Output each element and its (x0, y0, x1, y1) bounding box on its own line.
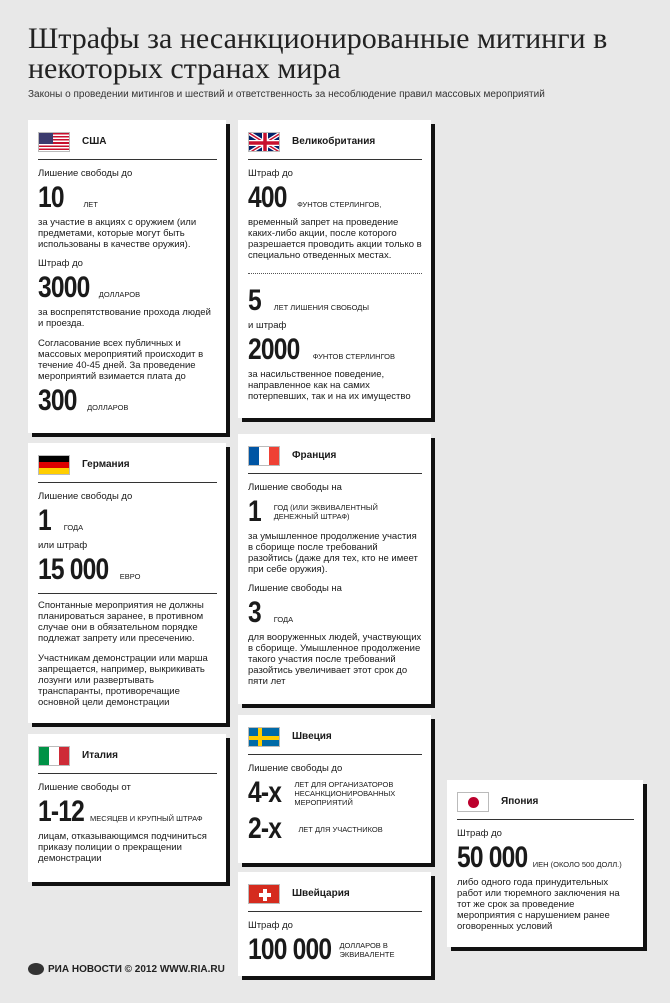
description: за воспрепятствование прохода людей и проезда. (38, 307, 211, 329)
italy-flag-icon (38, 746, 70, 766)
description: за участие в акциях с оружием (или предметами, которые могут быть использованы в качестве оружия). (38, 217, 197, 250)
label: или штраф (38, 540, 88, 551)
country-name: Франция (292, 450, 337, 461)
description: Спонтанные мероприятия не должны планироваться заранее, в противном случае они в обязательном порядке подлежат запрету или пресечению. (38, 600, 204, 644)
unit: ФУНТОВ СТЕРЛИНГОВ, (297, 200, 382, 209)
unit: ДОЛЛАРОВ (98, 290, 141, 299)
card-sweden (238, 715, 431, 863)
footer-text: РИА НОВОСТИ © 2012 WWW.RIA.RU (48, 963, 225, 975)
description: Участникам демонстрации или марша запрещается, например, выкрикивать лозунги или развертывать транспаранты, противоречащие основной цели демонстрации (38, 653, 208, 708)
unit: ЛЕТ ДЛЯ ОРГАНИЗАТОРОВ НЕСАНКЦИОНИРОВАННЫХ МЕРОПРИЯТИЙ (294, 779, 396, 807)
label: Штраф до (248, 920, 293, 931)
card-header (248, 444, 422, 474)
country-name: США (82, 136, 107, 147)
big-number: 1-12 (38, 795, 84, 828)
card-switzerland (238, 872, 431, 976)
description: Согласование всех публичных и массовых мероприятий происходит в течение 40-45 дней. За проведение мероприятий взимается плата до (38, 338, 204, 382)
unit: ЕВРО (119, 572, 141, 581)
big-number: 1 (38, 504, 51, 537)
card-header (457, 790, 634, 820)
big-number: 1 (248, 495, 261, 528)
label: и штраф (248, 320, 287, 331)
country-name: Швеция (292, 731, 332, 742)
description: для вооруженных людей, участвующих в сборище. Умышленное продолжение такого участия после требований разойтись увеличивает этот срок до пяти лет (248, 632, 422, 687)
country-name: Япония (501, 796, 539, 807)
country-name: Германия (82, 459, 130, 470)
unit: ГОД (ИЛИ ЭКВИВАЛЕНТНЫЙ ДЕНЕЖНЫЙ ШТРАФ) (273, 503, 378, 521)
card-header (38, 744, 217, 774)
big-number: 50 000 (457, 841, 528, 874)
france-flag-icon (248, 446, 280, 466)
card-header (38, 130, 217, 160)
big-number: 2-х (248, 812, 282, 845)
big-number: 4-х (248, 776, 282, 809)
unit: ГОДА (63, 523, 84, 532)
card-japan (447, 780, 643, 947)
description: за умышленное продолжение участия в сборище после требований разойтись (даже для тех, кто не имеет при себе оружия). (248, 531, 418, 575)
divider (248, 273, 422, 274)
label: Лишение свободы до (38, 491, 133, 502)
big-number: 15 000 (38, 553, 109, 586)
card-header (248, 130, 422, 160)
unit: ИЕН (ОКОЛО 500 ДОЛЛ.) (532, 860, 622, 869)
unit: ЛЕТ ДЛЯ УЧАСТНИКОВ (298, 824, 383, 834)
big-number: 400 (248, 181, 287, 214)
description: лицам, отказывающимся подчиниться приказу полиции о прекращении демонстрации (38, 831, 207, 864)
label: Лишение свободы до (38, 168, 133, 179)
big-number: 2000 (248, 333, 300, 366)
country-name: Швейцария (292, 888, 350, 899)
switzerland-flag-icon (248, 884, 280, 904)
unit: ЛЕТ ЛИШЕНИЯ СВОБОДЫ (273, 303, 370, 312)
card-uk (238, 120, 431, 418)
label: Лишение свободы на (248, 583, 342, 594)
description: либо одного года принудительных работ или тюремного заключения на тот же срок за проведение мероприятия с нарушением ранее оговоренных условий (457, 877, 620, 932)
big-number: 5 (248, 284, 261, 317)
germany-flag-icon (38, 455, 70, 475)
country-name: Великобритания (292, 136, 376, 147)
description: за насильственное поведение, направленное как на самих потерпевших, так и на их имущество (248, 369, 411, 402)
card-header (248, 882, 422, 912)
unit: ДОЛЛАРОВ В ЭКВИВАЛЕНТЕ (339, 941, 395, 959)
footer (28, 963, 225, 975)
ria-logo-icon (28, 963, 44, 975)
label: Штраф до (38, 258, 83, 269)
label: Лишение свободы на (248, 482, 342, 493)
unit: МЕСЯЦЕВ И КРУПНЫЙ ШТРАФ (90, 814, 203, 823)
label: Лишение свободы от (38, 782, 131, 793)
page-subtitle: Законы о проведении митингов и шествий и ответственность за несоблюдение правил массовых мероприятий (28, 89, 545, 100)
label: Штраф до (457, 828, 502, 839)
card-header (248, 725, 422, 755)
description: временный запрет на проведение каких-либо акции, после которого разрешается проводить акции только в специально отведенных местах. (248, 217, 422, 261)
page-title: Штрафы за несанкционированные митинги в некоторых странах мира (28, 22, 608, 85)
card-germany (28, 443, 226, 723)
japan-flag-icon (457, 792, 489, 812)
big-number: 300 (38, 384, 77, 417)
label: Штраф до (248, 168, 293, 179)
country-name: Италия (82, 750, 118, 761)
big-number: 3 (248, 596, 261, 629)
card-france (238, 434, 431, 704)
card-italy (28, 734, 226, 882)
big-number: 100 000 (248, 933, 332, 966)
unit: ФУНТОВ СТЕРЛИНГОВ (312, 352, 395, 361)
big-number: 3000 (38, 271, 90, 304)
uk-flag-icon (248, 132, 280, 152)
card-header (38, 453, 217, 483)
divider (38, 593, 217, 594)
sweden-flag-icon (248, 727, 280, 747)
usa-flag-icon (38, 132, 70, 152)
unit: ДОЛЛАРОВ (87, 403, 129, 412)
unit: ГОДА (273, 615, 294, 624)
big-number: 10 (38, 181, 64, 214)
unit: ЛЕТ (83, 200, 98, 209)
card-usa (28, 120, 226, 433)
label: Лишение свободы до (248, 763, 343, 774)
